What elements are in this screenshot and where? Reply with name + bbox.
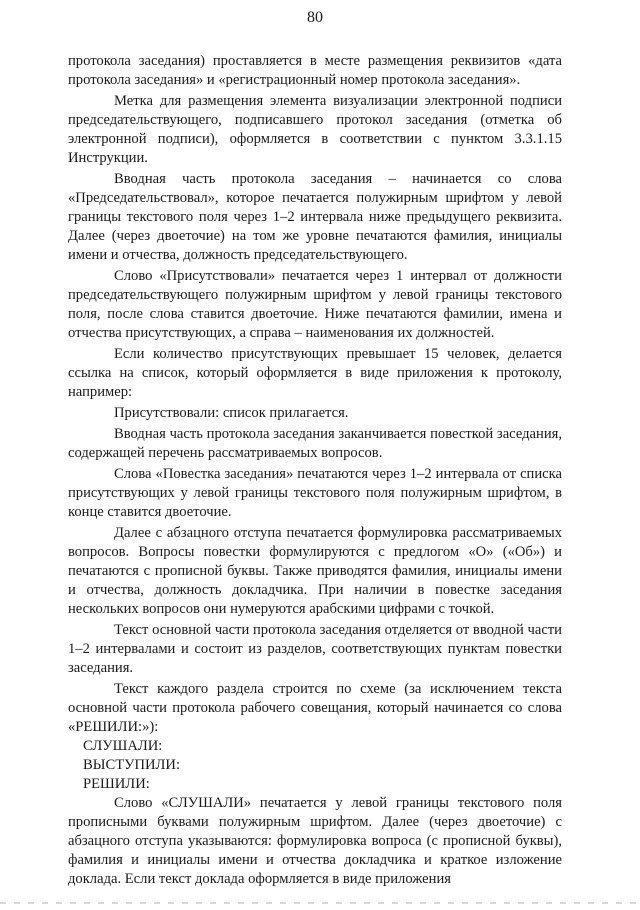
paragraph-intro-part: Вводная часть протокола заседания – начинается со слова «Председательствовал», которое печатается полужирным шрифтом у левой границы текстового поля через 1–2 интервала ниже предыдущего реквизита. Далее (через двоеточие) на том же уровне печатаются фамилия, инициалы имени и отчества, должность председательствующего. <box>68 171 562 263</box>
paragraph-questions: Далее с абзацного отступа печатается формулировка рассматриваемых вопросов. Вопросы повестки формулируются с предлогом «О» («Об») и печатаются с прописной буквы. Также приводятся фамилия, инициалы имени и отчества, должность докладчика. При наличии в повестке заседания нескольких вопросов они нумеруются арабскими цифрами с точкой. <box>68 525 562 617</box>
paragraph-over-15: Если количество присутствующих превышает 15 человек, делается ссылка на список, который оформляется в виде приложения к протоколу, например: <box>68 346 562 400</box>
label-heard: СЛУШАЛИ: <box>83 738 163 754</box>
scan-edge-divider <box>0 902 640 904</box>
paragraph-present: Слово «Присутствовали» печатается через 1 интервал от должности председательствующего полужирным шрифтом у левой границы текстового поля, после слова ставится двоеточие. Ниже печатаются фамилии, имена и отчества присутствующих, а справа – наименования их должностей. <box>68 268 562 341</box>
paragraph-agenda-end: Вводная часть протокола заседания заканчивается повесткой заседания, содержащей перечень рассматриваемых вопросов. <box>68 426 562 461</box>
paragraph-agenda-words: Слова «Повестка заседания» печатаются через 1–2 интервала от списка присутствующих у левой границы текстового поля полужирным шрифтом, в конце ставится двоеточие. <box>68 466 562 520</box>
paragraph-signature-mark: Метка для размещения элемента визуализации электронной подписи председательствующего, подписавшего протокол заседания (отметка об электронной подписи), оформляется в соответствии с пунктом 3.3.1.15 Инструкции. <box>68 93 562 166</box>
label-decided: РЕШИЛИ: <box>83 776 150 792</box>
paragraph-continuation: протокола заседания) проставляется в месте размещения реквизитов «дата протокола заседания» и «регистрационный номер протокола заседания». <box>68 53 562 88</box>
page-number: 80 <box>307 9 323 26</box>
paragraph-scheme: Текст каждого раздела строится по схеме (за исключением текста основной части протокола рабочего совещания, который начинается со слова «РЕШИЛИ:»): <box>68 681 562 735</box>
label-spoke: ВЫСТУПИЛИ: <box>83 757 181 773</box>
paragraph-main-part: Текст основной части протокола заседания отделяется от вводной части 1–2 интервалами и состоит из разделов, соответствующих пунктам повестки заседания. <box>68 622 562 676</box>
paragraph-example: Присутствовали: список прилагается. <box>114 405 349 421</box>
paragraph-heard-word: Слово «СЛУШАЛИ» печатается у левой границы текстового поля прописными буквами полужирным шрифтом. Далее (через двоеточие) с абзацного отступа указываются: формулировка вопроса (с прописной буквы), фамилия и инициалы имени и отчества докладчика и краткое изложение доклада. Если текст доклада оформляется в виде приложения <box>68 795 562 887</box>
